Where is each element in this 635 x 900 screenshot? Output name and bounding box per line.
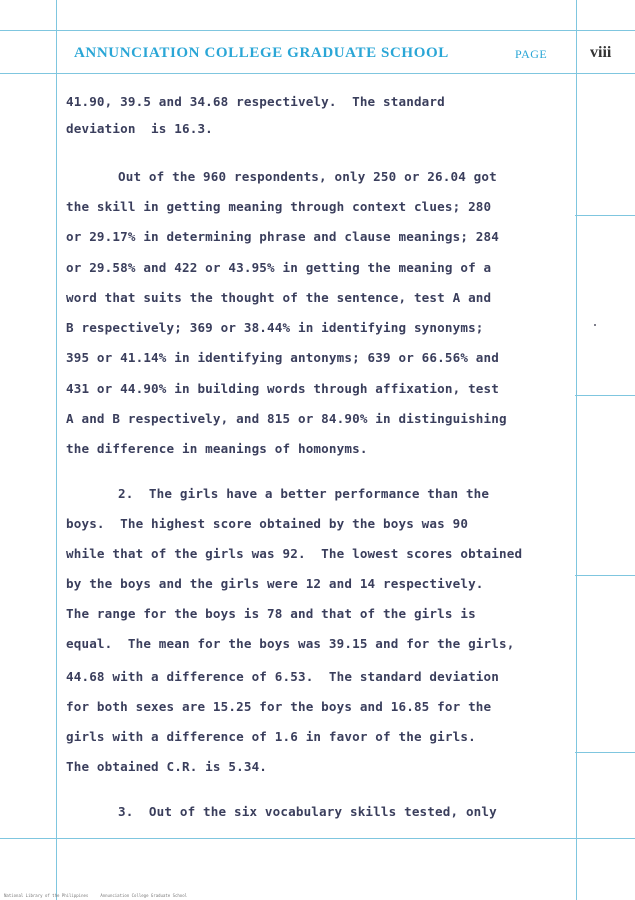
text-line: Out of the 960 respondents, only 250 or 26.04 got (118, 169, 497, 184)
rule-line (575, 752, 635, 753)
text-line: 395 or 41.14% in identifying antonyms; 639 or 66.56% and (66, 350, 499, 365)
rule-line (575, 215, 635, 216)
text-line: equal. The mean for the boys was 39.15 and for the girls, (66, 636, 515, 651)
page-label: PAGE (515, 47, 548, 61)
text-line: 44.68 with a difference of 6.53. The standard deviation (66, 669, 499, 684)
rule-line (0, 30, 635, 31)
text-line: The obtained C.R. is 5.34. (66, 759, 268, 774)
text-line: A and B respectively, and 815 or 84.90% in distinguishing (66, 411, 507, 426)
rule-line (575, 395, 635, 396)
text-line: word that suits the thought of the sentence, test A and (66, 290, 492, 305)
text-line: by the boys and the girls were 12 and 14 respectively. (66, 576, 484, 591)
text-line: the skill in getting meaning through context clues; 280 (66, 199, 492, 214)
text-line: while that of the girls was 92. The lowest scores obtained (66, 546, 523, 561)
text-line: girls with a difference of 1.6 in favor of the girls. (66, 729, 476, 744)
text-line: the difference in meanings of homonyms. (66, 441, 368, 456)
rule-line (0, 838, 635, 839)
text-line: 41.90, 39.5 and 34.68 respectively. The standard (66, 94, 445, 109)
rule-line (575, 575, 635, 576)
text-line: 431 or 44.90% in building words through affixation, test (66, 381, 499, 396)
ink-speck (594, 324, 596, 326)
page-number: viii (590, 44, 612, 61)
text-line: deviation is 16.3. (66, 121, 213, 136)
text-line: B respectively; 369 or 38.44% in identifying synonyms; (66, 320, 484, 335)
text-line: for both sexes are 15.25 for the boys and 16.85 for the (66, 699, 492, 714)
rule-line (0, 73, 635, 74)
text-line: or 29.17% in determining phrase and clause meanings; 284 (66, 229, 499, 244)
college-header-title: ANNUNCIATION COLLEGE GRADUATE SCHOOL (74, 45, 449, 61)
text-line: boys. The highest score obtained by the boys was 90 (66, 516, 469, 531)
text-line: or 29.58% and 422 or 43.95% in getting the meaning of a (66, 260, 492, 275)
text-line: 3. Out of the six vocabulary skills tested, only (118, 804, 497, 819)
footer-note: National Library of the Philippines Annunciation College Graduate School (4, 893, 188, 898)
text-line: 2. The girls have a better performance than the (118, 486, 490, 501)
margin-line-right (576, 0, 577, 900)
margin-line-left (56, 0, 57, 900)
text-line: The range for the boys is 78 and that of the girls is (66, 606, 476, 621)
